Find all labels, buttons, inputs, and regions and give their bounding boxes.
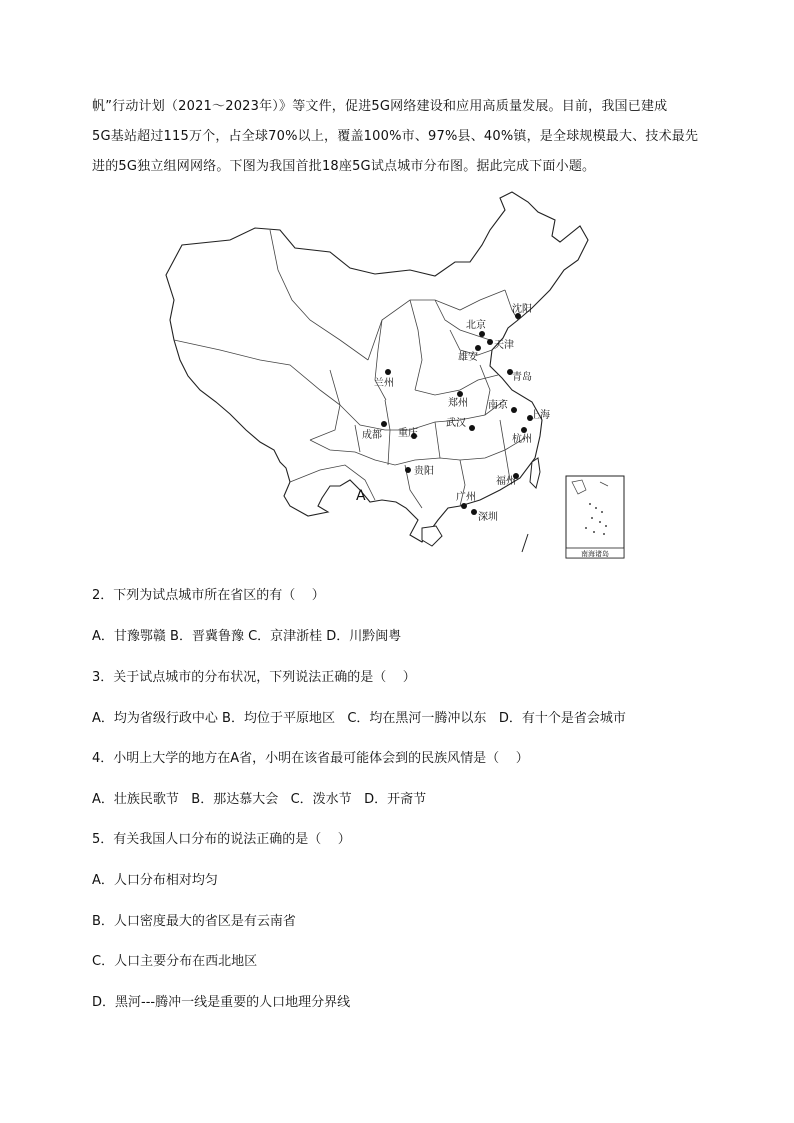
city-dot-nanjing — [511, 407, 517, 413]
city-dot-hangzhou — [521, 427, 527, 433]
china-outline — [166, 192, 588, 542]
south-china-sea-inset — [566, 476, 624, 558]
city-label-lanzhou: 兰州 — [374, 378, 394, 389]
city-dot-wuhan — [469, 425, 475, 431]
city-label-beijing: 北京 — [466, 320, 486, 331]
city-label-wuhan: 武汉 — [446, 418, 466, 429]
city-dot-guangzhou — [461, 503, 467, 509]
city-label-guangzhou: 广州 — [456, 492, 476, 503]
city-dot-tianjin — [487, 339, 493, 345]
question-3: 3．关于试点城市的分布状况，下列说法正确的是（ ） — [92, 670, 416, 685]
city-dot-guiyang — [405, 467, 411, 473]
china-5g-city-map — [160, 190, 640, 562]
city-label-chengdu: 成都 — [362, 430, 382, 441]
city-label-fuzhou: 福州 — [496, 476, 516, 487]
question-5-option-a: A．人口分布相对均匀 — [92, 873, 218, 888]
intro-line-1: 帆”行动计划（2021～2023年）》等文件，促进5G网络建设和应用高质量发展。目前，我国已建成 — [92, 99, 668, 114]
question-5-option-d: D．黑河---腾冲一线是重要的人口地理分界线 — [92, 995, 351, 1010]
city-label-shanghai: 上海 — [530, 410, 550, 421]
region-a-label: A — [356, 488, 366, 504]
intro-line-2: 5G基站超过115万个，占全球70%以上，覆盖100%市、97%县、40%镇，是全球规模最大、技术最先 — [92, 129, 699, 144]
city-label-guiyang: 贵阳 — [414, 466, 434, 477]
city-dot-xiongan — [475, 345, 481, 351]
city-dot-zhengzhou — [457, 391, 463, 397]
city-label-hangzhou: 杭州 — [512, 434, 532, 445]
city-label-shenzhen: 深圳 — [478, 512, 498, 523]
city-label-qingdao: 青岛 — [512, 372, 532, 383]
city-dot-chengdu — [381, 421, 387, 427]
hainan-island — [422, 526, 442, 546]
inset-label: 南海诸岛 — [581, 550, 609, 558]
city-label-zhengzhou: 郑州 — [448, 398, 468, 409]
city-label-chongqing: 重庆 — [398, 428, 418, 439]
question-2: 2．下列为试点城市所在省区的有（ ） — [92, 588, 325, 603]
question-3-options: A．均为省级行政中心 B．均位于平原地区 C．均在黑河一腾冲以东 D．有十个是省会城市 — [92, 711, 626, 726]
city-dot-beijing — [479, 331, 485, 337]
city-label-shenyang: 沈阳 — [512, 304, 532, 315]
question-4: 4．小明上大学的地方在A省，小明在该省最可能体会到的民族风情是（ ） — [92, 751, 529, 766]
taiwan-island — [530, 458, 540, 488]
question-4-options: A．壮族民歌节 B．那达慕大会 C．泼水节 D．开斋节 — [92, 792, 427, 807]
question-5: 5．有关我国人口分布的说法正确的是（ ） — [92, 832, 351, 847]
question-5-option-b: B．人口密度最大的省区是有云南省 — [92, 914, 296, 929]
city-dot-shenzhen — [471, 509, 477, 515]
question-2-options: A．甘豫鄂赣 B．晋冀鲁豫 C．京津浙桂 D．川黔闽粤 — [92, 629, 402, 644]
question-5-option-c: C．人口主要分布在西北地区 — [92, 954, 258, 969]
intro-paragraph — [92, 92, 712, 182]
city-label-xiongan: 雄安 — [458, 352, 478, 363]
city-label-nanjing: 南京 — [488, 400, 508, 411]
city-dot-lanzhou — [385, 369, 391, 375]
intro-line-3: 进的5G独立组网网络。下图为我国首批18座5G试点城市分布图。据此完成下面小题。 — [92, 159, 596, 174]
city-label-tianjin: 天津 — [494, 340, 514, 351]
